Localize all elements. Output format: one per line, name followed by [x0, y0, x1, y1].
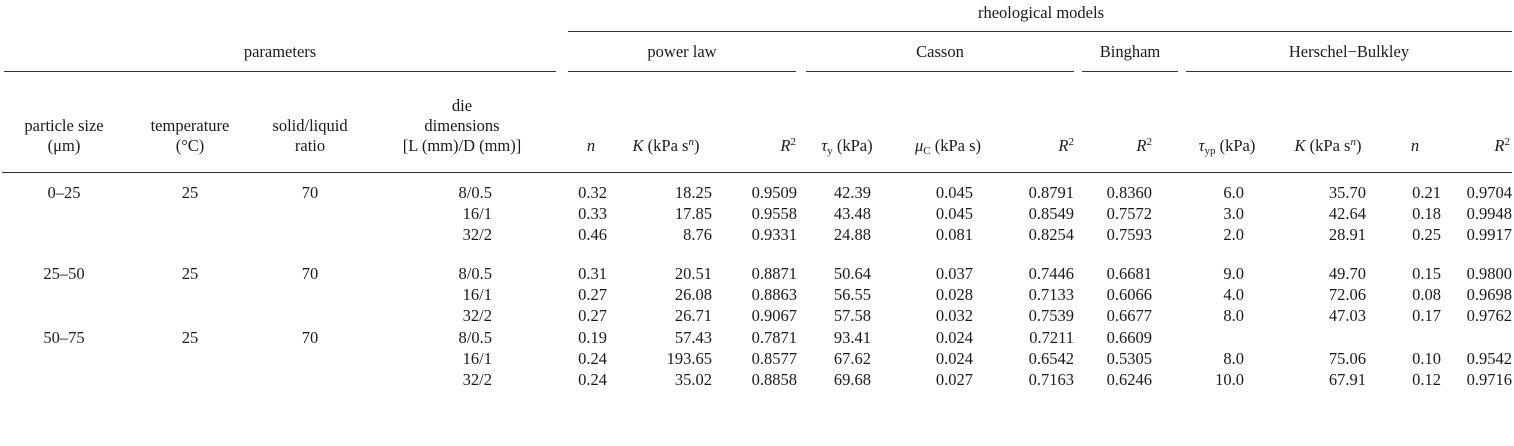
cell-b-R2: 0.7593: [1106, 225, 1152, 244]
cell-temp: 25: [181, 328, 199, 347]
col-header-bingham-R2: $R^2$: [1136, 136, 1152, 155]
cell-b-R2: 0.6066: [1106, 285, 1152, 304]
cell-pl-R2: 0.7871: [751, 328, 797, 347]
cell-hb-n: 0.12: [1412, 370, 1441, 389]
rule-herschel-bulkley: [1186, 71, 1512, 72]
cell-c-mu: 0.037: [935, 264, 973, 283]
cell-pl-n: 0.24: [578, 370, 607, 389]
cell-die: 32/2: [462, 225, 492, 244]
rule-header-bottom: [2, 172, 1512, 173]
cell-b-R2: 0.6246: [1106, 370, 1152, 389]
cell-hb-K: 47.03: [1328, 306, 1366, 325]
cell-c-mu: 0.045: [935, 204, 973, 223]
cell-pl-R2: 0.9509: [751, 183, 797, 202]
cell-die: 8/0.5: [458, 328, 492, 347]
cell-c-mu: 0.027: [935, 370, 973, 389]
cell-hb-K: 49.70: [1328, 264, 1366, 283]
cell-pl-R2: 0.8863: [751, 285, 797, 304]
cell-ratio: 70: [301, 183, 319, 202]
cell-die: 8/0.5: [458, 264, 492, 283]
cell-pl-K: 18.25: [674, 183, 712, 202]
cell-pl-n: 0.27: [578, 285, 607, 304]
cell-c-R2: 0.8791: [1028, 183, 1074, 202]
group-header-rheological-models: rheological models: [977, 3, 1104, 22]
cell-pl-R2: 0.9331: [751, 225, 797, 244]
cell-c-tau: 57.58: [833, 306, 871, 325]
group-header-parameters: parameters: [243, 42, 317, 61]
col-header-pl-K: K (kPa $s^n$): [632, 136, 700, 155]
col-header-pl-R2: $R^2$: [780, 136, 796, 155]
cell-particle: 25–50: [43, 264, 85, 283]
cell-pl-R2: 0.9558: [751, 204, 797, 223]
cell-hb-n: 0.08: [1412, 285, 1441, 304]
cell-pl-K: 57.43: [674, 328, 712, 347]
cell-b-R2: 0.6681: [1106, 264, 1152, 283]
model-header-herschel-bulkley: Herschel−Bulkley: [1288, 42, 1410, 61]
cell-pl-K: 17.85: [674, 204, 712, 223]
cell-c-R2: 0.7211: [1029, 328, 1074, 347]
cell-hb-tau: 2.0: [1223, 225, 1244, 244]
cell-b-R2: 0.8360: [1106, 183, 1152, 202]
cell-pl-n: 0.19: [578, 328, 607, 347]
cell-hb-tau: 6.0: [1223, 183, 1244, 202]
cell-die: 32/2: [462, 306, 492, 325]
col-header-solid-liquid-ratio: solid/liquid ratio: [272, 116, 348, 155]
cell-hb-R2: 0.9716: [1466, 370, 1512, 389]
cell-hb-n: 0.25: [1412, 225, 1441, 244]
cell-pl-n: 0.32: [578, 183, 607, 202]
rule-bingham: [1082, 71, 1178, 72]
cell-particle: 0–25: [47, 183, 81, 202]
cell-c-tau: 56.55: [833, 285, 871, 304]
cell-pl-K: 8.76: [683, 225, 712, 244]
col-header-casson-R2: $R^2$: [1058, 136, 1074, 155]
cell-hb-n: 0.18: [1412, 204, 1441, 223]
cell-c-mu: 0.081: [935, 225, 973, 244]
cell-pl-n: 0.24: [578, 349, 607, 368]
model-header-power-law: power law: [647, 42, 717, 61]
cell-hb-tau: 8.0: [1223, 306, 1244, 325]
cell-hb-R2: 0.9704: [1466, 183, 1512, 202]
cell-b-R2: 0.6609: [1106, 328, 1152, 347]
col-header-casson-tau: $\tau_y$ (kPa): [821, 136, 873, 157]
cell-c-mu: 0.028: [935, 285, 973, 304]
cell-pl-R2: 0.9067: [751, 306, 797, 325]
col-header-die-dimensions: die dimensions [L (mm)/D (mm)]: [402, 96, 522, 155]
cell-pl-R2: 0.8871: [751, 264, 797, 283]
cell-pl-K: 20.51: [674, 264, 712, 283]
cell-die: 16/1: [462, 285, 492, 304]
cell-c-R2: 0.7446: [1028, 264, 1074, 283]
cell-pl-n: 0.33: [578, 204, 607, 223]
cell-hb-K: 42.64: [1328, 204, 1366, 223]
cell-c-mu: 0.045: [935, 183, 973, 202]
cell-pl-R2: 0.8858: [751, 370, 797, 389]
col-header-particle-size: particle size (μm): [24, 116, 104, 155]
cell-pl-R2: 0.8577: [751, 349, 797, 368]
rule-power-law: [568, 71, 796, 72]
cell-pl-K: 35.02: [674, 370, 712, 389]
cell-hb-n: 0.10: [1412, 349, 1441, 368]
cell-hb-R2: 0.9698: [1466, 285, 1512, 304]
cell-hb-K: 75.06: [1328, 349, 1366, 368]
model-header-bingham: Bingham: [1099, 42, 1161, 61]
cell-b-R2: 0.6677: [1106, 306, 1152, 325]
cell-b-R2: 0.5305: [1106, 349, 1152, 368]
cell-c-mu: 0.024: [935, 349, 973, 368]
cell-hb-K: 28.91: [1328, 225, 1366, 244]
cell-die: 32/2: [462, 370, 492, 389]
cell-hb-K: 67.91: [1328, 370, 1366, 389]
cell-particle: 50–75: [43, 328, 85, 347]
rule-parameters: [4, 71, 556, 72]
cell-hb-tau: 10.0: [1215, 370, 1244, 389]
cell-c-R2: 0.7163: [1028, 370, 1074, 389]
cell-c-tau: 24.88: [833, 225, 871, 244]
cell-hb-n: 0.21: [1412, 183, 1441, 202]
rule-models: [568, 31, 1512, 32]
cell-ratio: 70: [301, 264, 319, 283]
cell-c-R2: 0.7133: [1028, 285, 1074, 304]
col-header-hb-K: K (kPa $s^n$): [1294, 136, 1362, 155]
col-header-casson-mu: $\mu_C$ (kPa s): [914, 136, 982, 157]
cell-hb-tau: 4.0: [1223, 285, 1244, 304]
col-header-hb-tau: $\tau_{yp}$ (kPa): [1198, 136, 1256, 157]
cell-hb-R2: 0.9762: [1466, 306, 1512, 325]
cell-b-R2: 0.7572: [1106, 204, 1152, 223]
cell-hb-n: 0.15: [1412, 264, 1441, 283]
cell-c-mu: 0.032: [935, 306, 973, 325]
rule-casson: [806, 71, 1074, 72]
cell-temp: 25: [181, 183, 199, 202]
cell-hb-R2: 0.9917: [1466, 225, 1512, 244]
cell-die: 8/0.5: [458, 183, 492, 202]
cell-c-R2: 0.8549: [1028, 204, 1074, 223]
cell-c-tau: 50.64: [833, 264, 871, 283]
cell-hb-tau: 8.0: [1223, 349, 1244, 368]
cell-c-mu: 0.024: [935, 328, 973, 347]
cell-pl-n: 0.31: [578, 264, 607, 283]
cell-pl-K: 26.71: [674, 306, 712, 325]
cell-hb-R2: 0.9542: [1466, 349, 1512, 368]
cell-temp: 25: [181, 264, 199, 283]
col-header-temperature: temperature (°C): [150, 116, 230, 155]
cell-c-R2: 0.6542: [1028, 349, 1074, 368]
cell-hb-K: 35.70: [1328, 183, 1366, 202]
cell-hb-tau: 3.0: [1223, 204, 1244, 223]
model-header-casson: Casson: [916, 42, 964, 61]
cell-pl-K: 193.65: [666, 349, 712, 368]
cell-c-tau: 69.68: [833, 370, 871, 389]
cell-hb-K: 72.06: [1328, 285, 1366, 304]
cell-hb-R2: 0.9800: [1466, 264, 1512, 283]
cell-c-tau: 43.48: [833, 204, 871, 223]
cell-hb-tau: 9.0: [1223, 264, 1244, 283]
cell-pl-n: 0.46: [578, 225, 607, 244]
cell-die: 16/1: [462, 349, 492, 368]
cell-pl-K: 26.08: [674, 285, 712, 304]
cell-c-tau: 42.39: [833, 183, 871, 202]
col-header-pl-n: n: [586, 136, 596, 155]
cell-die: 16/1: [462, 204, 492, 223]
col-header-hb-R2: $R^2$: [1494, 136, 1510, 155]
cell-c-R2: 0.8254: [1028, 225, 1074, 244]
cell-c-tau: 67.62: [833, 349, 871, 368]
cell-c-R2: 0.7539: [1028, 306, 1074, 325]
cell-c-tau: 93.41: [833, 328, 871, 347]
cell-pl-n: 0.27: [578, 306, 607, 325]
col-header-hb-n: n: [1410, 136, 1420, 155]
cell-hb-n: 0.17: [1412, 306, 1441, 325]
cell-ratio: 70: [301, 328, 319, 347]
cell-hb-R2: 0.9948: [1466, 204, 1512, 223]
